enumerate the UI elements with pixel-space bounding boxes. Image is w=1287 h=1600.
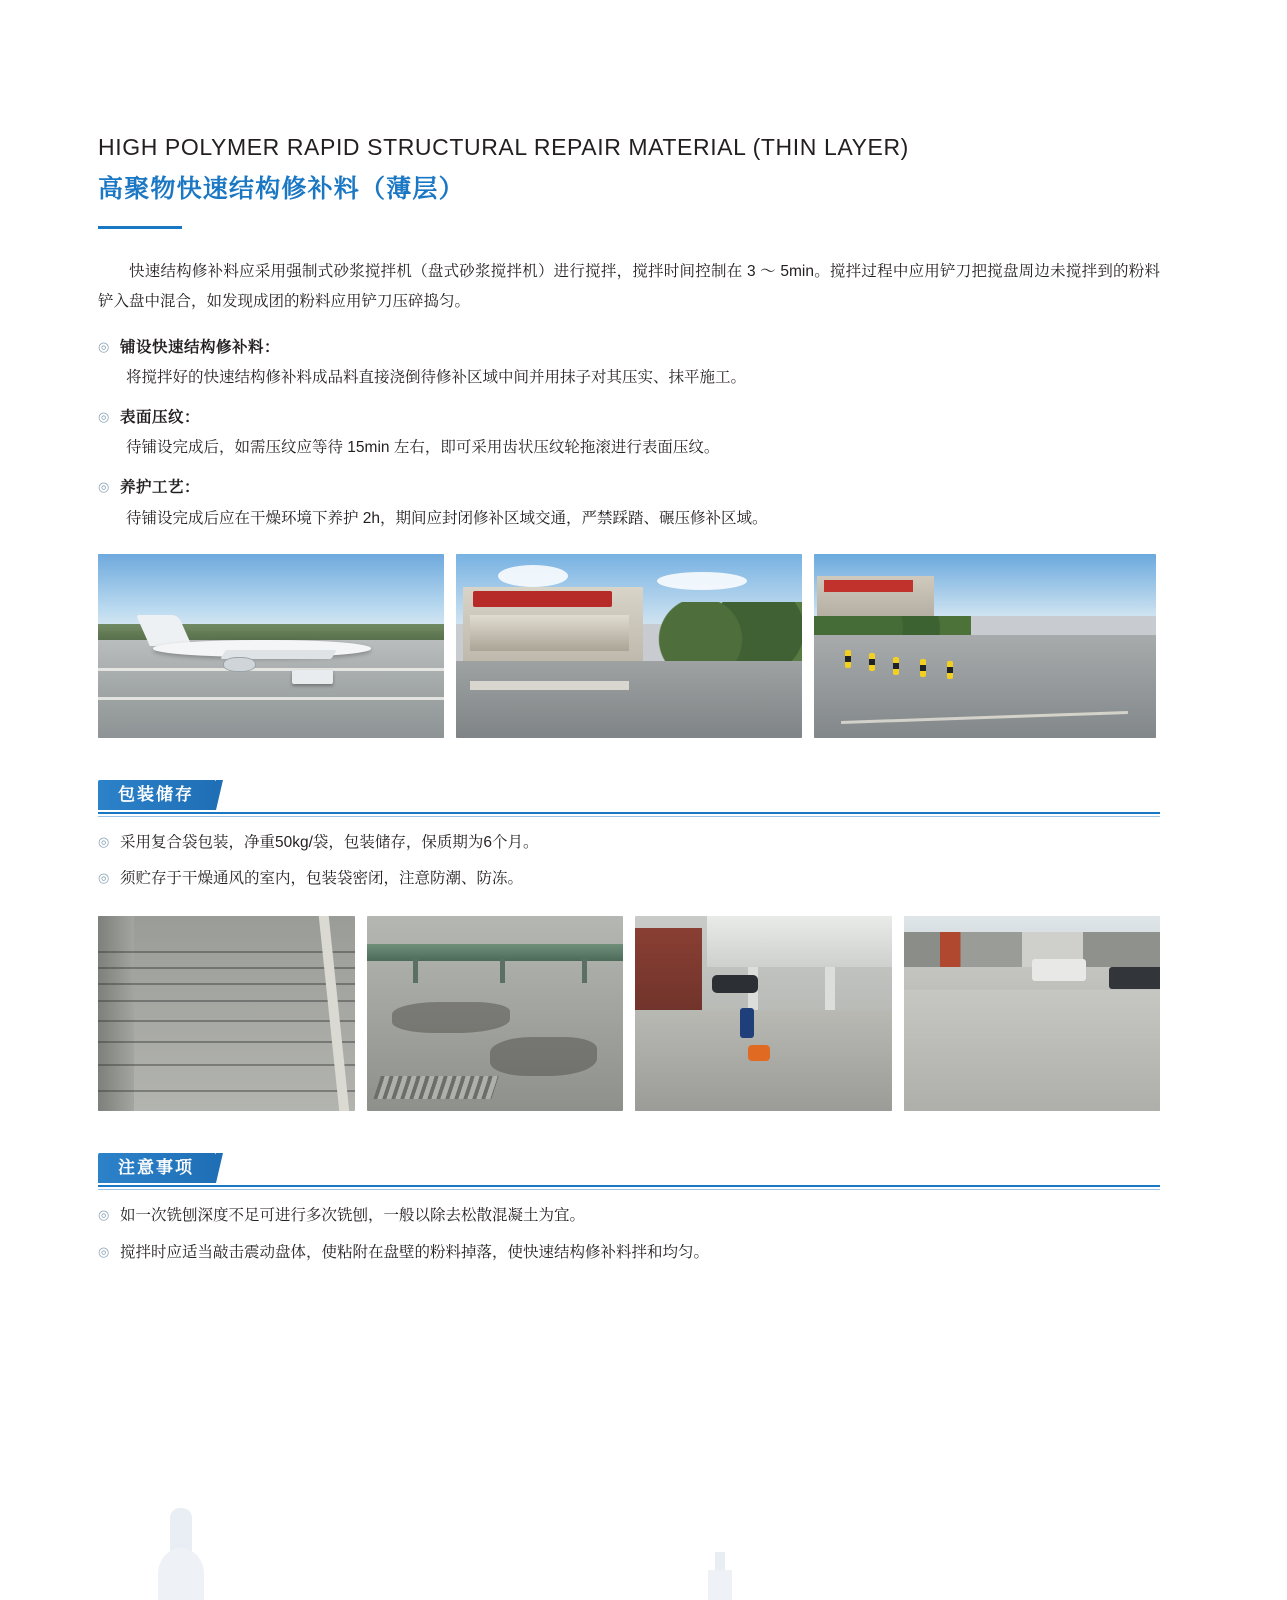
curb-strip — [470, 681, 629, 690]
tine-groove — [98, 1064, 355, 1066]
intro-paragraph: 快速结构修补料应采用强制式砂浆搅拌机（盘式砂浆搅拌机）进行搅拌，搅拌时间控制在 3 ～ 5min。搅拌过程中应用铲刀把搅盘周边未搅拌到的粉料铲入盘中混合，如发现成团的粉料应用铲刀压碎捣匀。 — [98, 262, 1160, 310]
step-text-2: 待铺设完成后，如需压纹应等待 15min 左右，即可采用齿状压纹轮拖滚进行表面压纹。 — [126, 439, 720, 457]
pavement-damage — [392, 1002, 510, 1033]
red-shop-sign — [473, 591, 611, 608]
list-item — [98, 828, 1160, 858]
section-rule-light — [98, 816, 1160, 817]
worker-kneeling — [748, 1045, 770, 1061]
bullet-circle-icon: ◎ — [98, 479, 110, 495]
bullet-circle-icon: ◎ — [98, 870, 110, 886]
step-text-1: 将搅拌好的快速结构修补料成品料直接浇倒待修补区域中间并用抹子对其压实、抹平施工。 — [126, 368, 747, 386]
precaution-item-2: 搅拌时应适当敲击震动盘体，使粘附在盘壁的粉料掉落，使快速结构修补料拌和均匀。 — [120, 1243, 710, 1261]
tine-groove — [98, 1020, 355, 1022]
title-underline — [98, 226, 182, 229]
cloud-shape — [498, 565, 568, 587]
photo-finished-pavement — [904, 916, 1161, 1111]
step-heading-3: 养护工艺： — [120, 479, 201, 497]
parked-car — [712, 975, 758, 993]
road-surface — [456, 661, 802, 738]
step-row-3 — [98, 473, 1160, 503]
tine-groove — [98, 967, 355, 969]
step-heading-1: 铺设快速结构修补料： — [120, 338, 281, 356]
bullet-circle-icon: ◎ — [98, 833, 110, 849]
step-row-1 — [98, 333, 1160, 363]
shopfront — [470, 615, 629, 652]
photo-road-with-cones — [814, 554, 1156, 738]
packaging-item-2: 须贮存于干燥通风的室内，包装袋密闭，注意防潮、防冻。 — [120, 870, 524, 888]
side-building — [635, 928, 702, 1022]
section-heading-bar — [98, 1153, 1160, 1187]
section-rule — [98, 1185, 1160, 1187]
parked-truck — [1032, 959, 1086, 981]
bullet-circle-icon: ◎ — [98, 1207, 110, 1223]
tine-groove — [98, 1041, 355, 1043]
list-item — [98, 1201, 1160, 1231]
step-text-3: 待铺设完成后应在干燥环境下养护 2h，期间应封闭修补区域交通，严禁踩踏、碾压修补区域。 — [126, 509, 768, 527]
photo-strip-bottom — [98, 916, 1160, 1111]
section-precautions — [98, 1153, 1160, 1267]
traffic-cone — [869, 653, 875, 671]
precaution-item-1: 如一次铣刨深度不足可进行多次铣刨，一般以除去松散混凝土为宜。 — [120, 1207, 586, 1225]
page-content — [98, 134, 1160, 1268]
page-title-english: HIGH POLYMER RAPID STRUCTURAL REPAIR MATERIAL (THIN LAYER) — [98, 134, 909, 160]
photo-gas-station-repair — [635, 916, 892, 1111]
roadside-trees — [657, 602, 802, 665]
section-title-precautions: 注意事项 — [98, 1153, 216, 1183]
traffic-cone — [920, 659, 926, 677]
apron-marking — [98, 668, 444, 671]
traffic-cone — [947, 661, 953, 679]
bullet-circle-icon: ◎ — [98, 408, 110, 424]
pavement-damage — [490, 1037, 598, 1076]
tine-groove — [98, 983, 355, 985]
drain-grate — [373, 1076, 499, 1099]
photo-airport-apron — [98, 554, 444, 738]
pavement-edge — [98, 916, 134, 1111]
list-item — [98, 864, 1160, 894]
section-heading-bar — [98, 780, 1160, 814]
bottom-watermark-art — [0, 1490, 1287, 1600]
traffic-cone — [845, 650, 851, 668]
packaging-item-list — [98, 828, 1160, 894]
page-title-chinese: 高聚物快速结构修补料（薄层） — [98, 174, 465, 203]
new-concrete-slab — [904, 990, 1161, 1111]
photo-streetfront-repair — [456, 554, 802, 738]
packaging-item-1: 采用复合袋包装，净重50kg/袋，包装储存，保质期为6个月。 — [120, 833, 539, 851]
watermark-tower-small — [715, 1552, 725, 1600]
traffic-cone — [893, 657, 899, 675]
bullet-circle-icon: ◎ — [98, 338, 110, 354]
station-canopy — [707, 916, 892, 967]
bullet-circle-icon: ◎ — [98, 1243, 110, 1259]
section-rule — [98, 812, 1160, 814]
photo-tined-concrete — [98, 916, 355, 1111]
step-row-2 — [98, 403, 1160, 433]
ground-vehicle — [292, 670, 334, 685]
precautions-item-list — [98, 1201, 1160, 1267]
section-rule-light — [98, 1189, 1160, 1190]
parked-car — [1109, 967, 1160, 989]
photo-damaged-road — [367, 916, 624, 1111]
guardrail-post — [413, 959, 418, 982]
watermark-tower-large — [170, 1508, 192, 1600]
tine-groove — [98, 1090, 355, 1092]
worker-standing — [740, 1008, 754, 1038]
photo-strip-top — [98, 554, 1160, 738]
section-title-packaging: 包装储存 — [98, 780, 216, 810]
guardrail-post — [500, 959, 505, 982]
list-item — [98, 1238, 1160, 1268]
apron-marking — [98, 697, 444, 700]
airplane-engine — [223, 657, 256, 672]
step-heading-2: 表面压纹： — [120, 408, 201, 426]
section-packaging-storage — [98, 780, 1160, 1111]
guardrail-post — [582, 959, 587, 982]
tine-groove — [98, 1000, 355, 1002]
lane-marking — [319, 916, 349, 1111]
red-shop-sign — [824, 580, 913, 593]
tine-groove — [98, 951, 355, 953]
